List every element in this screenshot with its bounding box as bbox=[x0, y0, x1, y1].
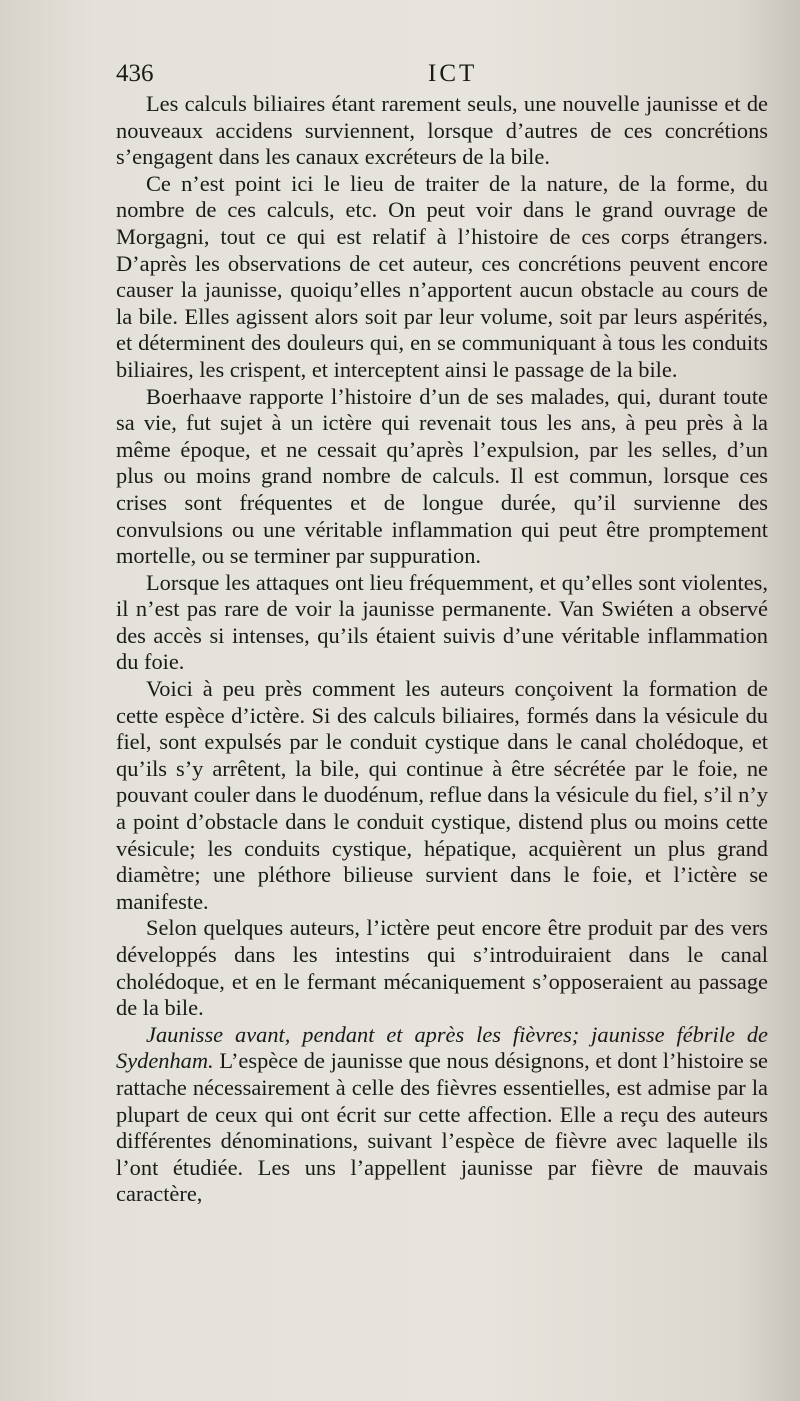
italic-heading: Jaunisse avant, pendant et après les fièvres; jaunisse fébrile de Sydenham. bbox=[116, 1021, 768, 1074]
paragraph: Les calculs biliaires étant rarement seuls, une nouvelle jaunisse et de nouveaux accidens surviennent, lorsque d’autres de ces concrétions s’engagent dans les canaux excréteurs de la bile. bbox=[116, 91, 768, 170]
paragraph: Ce n’est point ici le lieu de traiter de la nature, de la forme, du nombre de ces calculs, etc. On peut voir dans le grand ouvrage de Morgagni, tout ce qui est relatif à l’histoire de ces corps étrangers. D’après les observations de cet auteur, ces concrétions peuvent encore causer la jaunisse, quoiqu’elles n’apportent aucun obstacle au cours de la bile. Elles agissent alors soit par leur volume, soit par leurs aspérités, et déterminent des douleurs qui, en se communiquant à tous les conduits biliaires, les crispent, et interceptent ainsi le passage de la bile. bbox=[116, 170, 768, 382]
page-body bbox=[116, 91, 768, 1208]
running-head: ICT bbox=[428, 60, 478, 87]
paragraph-text: L’espèce de jaunisse que nous désignons, et dont l’histoire se rattache nécessairement à celle des fièvres essentielles, est admise par la plupart de ceux qui ont écrit sur cette affection. Elle a reçu des auteurs différentes dénominations, suivant l’espèce de fièvre avec laquelle ils l’ont étudiée. Les uns l’appellent jaunisse par fièvre de mauvais caractère, bbox=[116, 1048, 768, 1207]
paragraph bbox=[116, 1022, 768, 1208]
paragraph: Lorsque les attaques ont lieu fréquemment, et qu’elles sont violentes, il n’est pas rare de voir la jaunisse permanente. Van Swiéten a observé des accès si intenses, qu’ils étaient suivis d’une véritable inflammation du foie. bbox=[116, 569, 768, 675]
paragraph: Voici à peu près comment les auteurs conçoivent la formation de cette espèce d’ictère. Si des calculs biliaires, formés dans la vésicule du fiel, sont expulsés par le conduit cystique dans le canal cholédoque, et qu’ils s’y arrêtent, la bile, qui continue à être sécrétée par le foie, ne pouvant couler dans le duodénum, reflue dans la vésicule du fiel, s’il n’y a point d’obstacle dans le conduit cystique, distend plus ou moins cette vésicule; les conduits cystique, hépatique, acquièrent un plus grand diamètre; une pléthore bilieuse survient dans le foie, et l’ictère se manifeste. bbox=[116, 676, 768, 914]
paragraph: Selon quelques auteurs, l’ictère peut encore être produit par des vers développés dans les intestins qui s’introduiraient dans le canal cholédoque, et en le fermant mécaniquement s’opposeraient au passage de la bile. bbox=[116, 915, 768, 1021]
paragraph: Boerhaave rapporte l’histoire d’un de ses malades, qui, durant toute sa vie, fut sujet à un ictère qui revenait tous les ans, à peu près à la même époque, et ne cessait qu’après l’expulsion, par les selles, d’un plus ou moins grand nombre de calculs. Il est commun, lorsque ces crises sont fréquentes et de longue durée, qu’il survienne des convulsions ou une véritable inflammation qui peut être promptement mortelle, ou se terminer par suppuration. bbox=[116, 383, 768, 569]
page-number: 436 bbox=[116, 60, 154, 87]
